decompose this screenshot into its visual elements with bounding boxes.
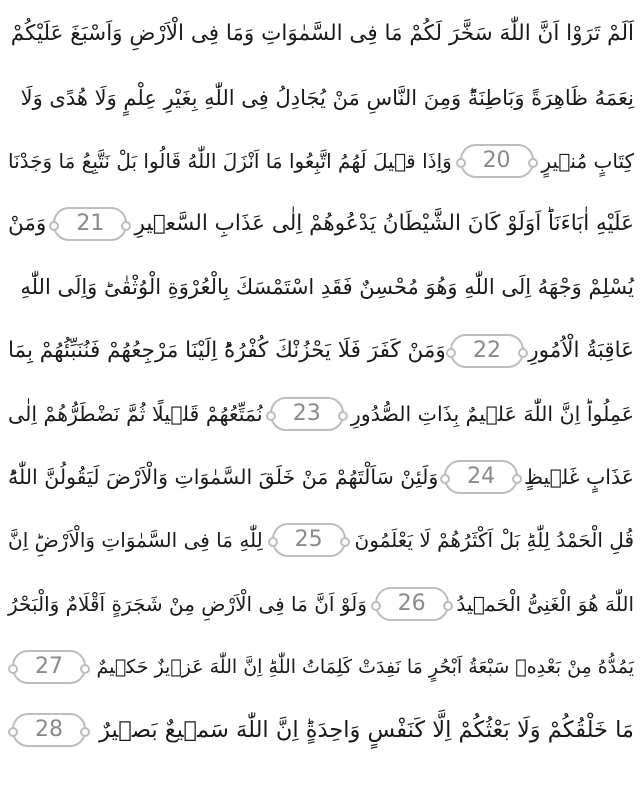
- verse-number-marker: 22: [450, 334, 524, 368]
- verse-text: وَمَنْ: [8, 211, 47, 237]
- verse-text: نِعَمَهُ ظَاهِرَةً وَبَاطِنَةًؕ وَمِنَ النَّاسِ مَنْ يُجَادِلُ فِى اللّٰهِ بِغَيْرِ عِلْمٍ وَلَا هُدًى وَلَا: [20, 85, 634, 110]
- text-line: [8, 131, 634, 191]
- verse-number-marker: 26: [375, 587, 449, 621]
- verse-text: اَلَمْ تَرَوْا اَنَّ اللّٰهَ سَخَّرَ لَكُمْ مَا فِى السَّمٰوَاتِ وَمَا فِى الْاَرْضِ وَاَسْبَغَ عَلَيْكُمْ: [10, 21, 634, 47]
- verse-number-marker: 20: [460, 144, 534, 178]
- verse-text: اللّٰهَ هُوَ الْغَنِىُّ الْحَمٖيدُ: [456, 592, 634, 616]
- verse-number-marker: 27: [12, 650, 86, 684]
- verse-number-marker: 23: [270, 397, 344, 431]
- verse-text: كِتَابٍ مُنٖيرٍ: [541, 149, 634, 173]
- text-line: [8, 4, 634, 64]
- verse-text: وَلَوْ اَنَّ مَا فِى الْاَرْضِ مِنْ شَجَرَةٍ اَقْلَامٌ وَالْبَحْرُ: [8, 592, 367, 616]
- verse-text: لِلّٰهِ مَا فِى السَّمٰوَاتِ وَالْاَرْضِؕ اِنَّ: [8, 528, 263, 552]
- verse-text: وَاِذَا قٖيلَ لَهُمُ اتَّبِعُوا مَا اَنْزَلَ اللّٰهُ قَالُوا بَلْ نَتَّبِعُ مَا وَجَدْنَا: [8, 149, 452, 173]
- verse-text: يَمُدُّهُ مِنْ بَعْدِهٖ سَبْعَةُ اَبْحُرٍ مَا نَفِدَتْ كَلِمَاتُ اللّٰهِؕ اِنَّ اللّٰهَ عَزٖيزٌ حَكٖيمٌ: [96, 655, 634, 678]
- verse-number-marker: 21: [53, 207, 127, 241]
- verse-text: عَلَيْهِ اٰبَاءَنَاؕ اَوَلَوْ كَانَ الشَّيْطَانُ يَدْعُوهُمْ اِلٰى عَذَابِ السَّعٖيرِ: [134, 211, 634, 237]
- verse-text: وَلَئِنْ سَاَلْتَهُمْ مَنْ خَلَقَ السَّمٰوَاتِ وَالْاَرْضَ لَيَقُولُنَّ اللّٰهُؕ: [8, 464, 439, 489]
- verse-text: يُسْلِمْ وَجْهَهُ اِلَى اللّٰهِ وَهُوَ مُحْسِنٌ فَقَدِ اسْتَمْسَكَ بِالْعُرْوَةِ الْوُثْقٰىؕ وَاِلَى اللّٰهِ: [20, 274, 634, 299]
- verse-text: عَمِلُواؕ اِنَّ اللّٰهَ عَلٖيمٌ بِذَاتِ الصُّدُورِ: [350, 401, 634, 426]
- verse-number-marker: 24: [444, 460, 518, 494]
- verse-number-marker: 25: [272, 523, 346, 557]
- text-line: [8, 384, 634, 444]
- verse-text: وَمَنْ كَفَرَ فَلَا يَحْزُنْكَ كُفْرُهُؕ اِلَيْنَا مَرْجِعُهُمْ فَنُنَبِّئُهُمْ بِمَا: [8, 338, 446, 364]
- text-line: [8, 510, 634, 570]
- text-line: [8, 257, 634, 317]
- text-line: [8, 194, 634, 254]
- text-line: [8, 447, 634, 507]
- text-line: [8, 321, 634, 381]
- text-line: [8, 700, 634, 760]
- verse-text: نُمَتِّعُهُمْ قَلٖيلًا ثُمَّ نَضْطَرُّهُمْ اِلٰى: [8, 401, 263, 426]
- verse-text: عَاقِبَةُ الْاُمُورِ: [528, 338, 634, 364]
- verse-text: مَا خَلْقُكُمْ وَلَا بَعْثُكُمْ اِلَّا كَنَفْسٍ وَاحِدَةٍؕ اِنَّ اللّٰهَ سَمٖيعٌ بَصٖيرٌ: [99, 716, 634, 743]
- text-line: [8, 637, 634, 697]
- verse-text: قُلِ الْحَمْدُ لِلّٰهِؕ بَلْ اَكْثَرُهُمْ لَا يَعْلَمُونَ: [354, 528, 634, 552]
- verse-text: عَذَابٍ غَلٖيظٍ: [524, 464, 634, 489]
- text-line: [8, 68, 634, 128]
- text-line: [8, 574, 634, 634]
- verse-number-marker: 28: [12, 713, 86, 747]
